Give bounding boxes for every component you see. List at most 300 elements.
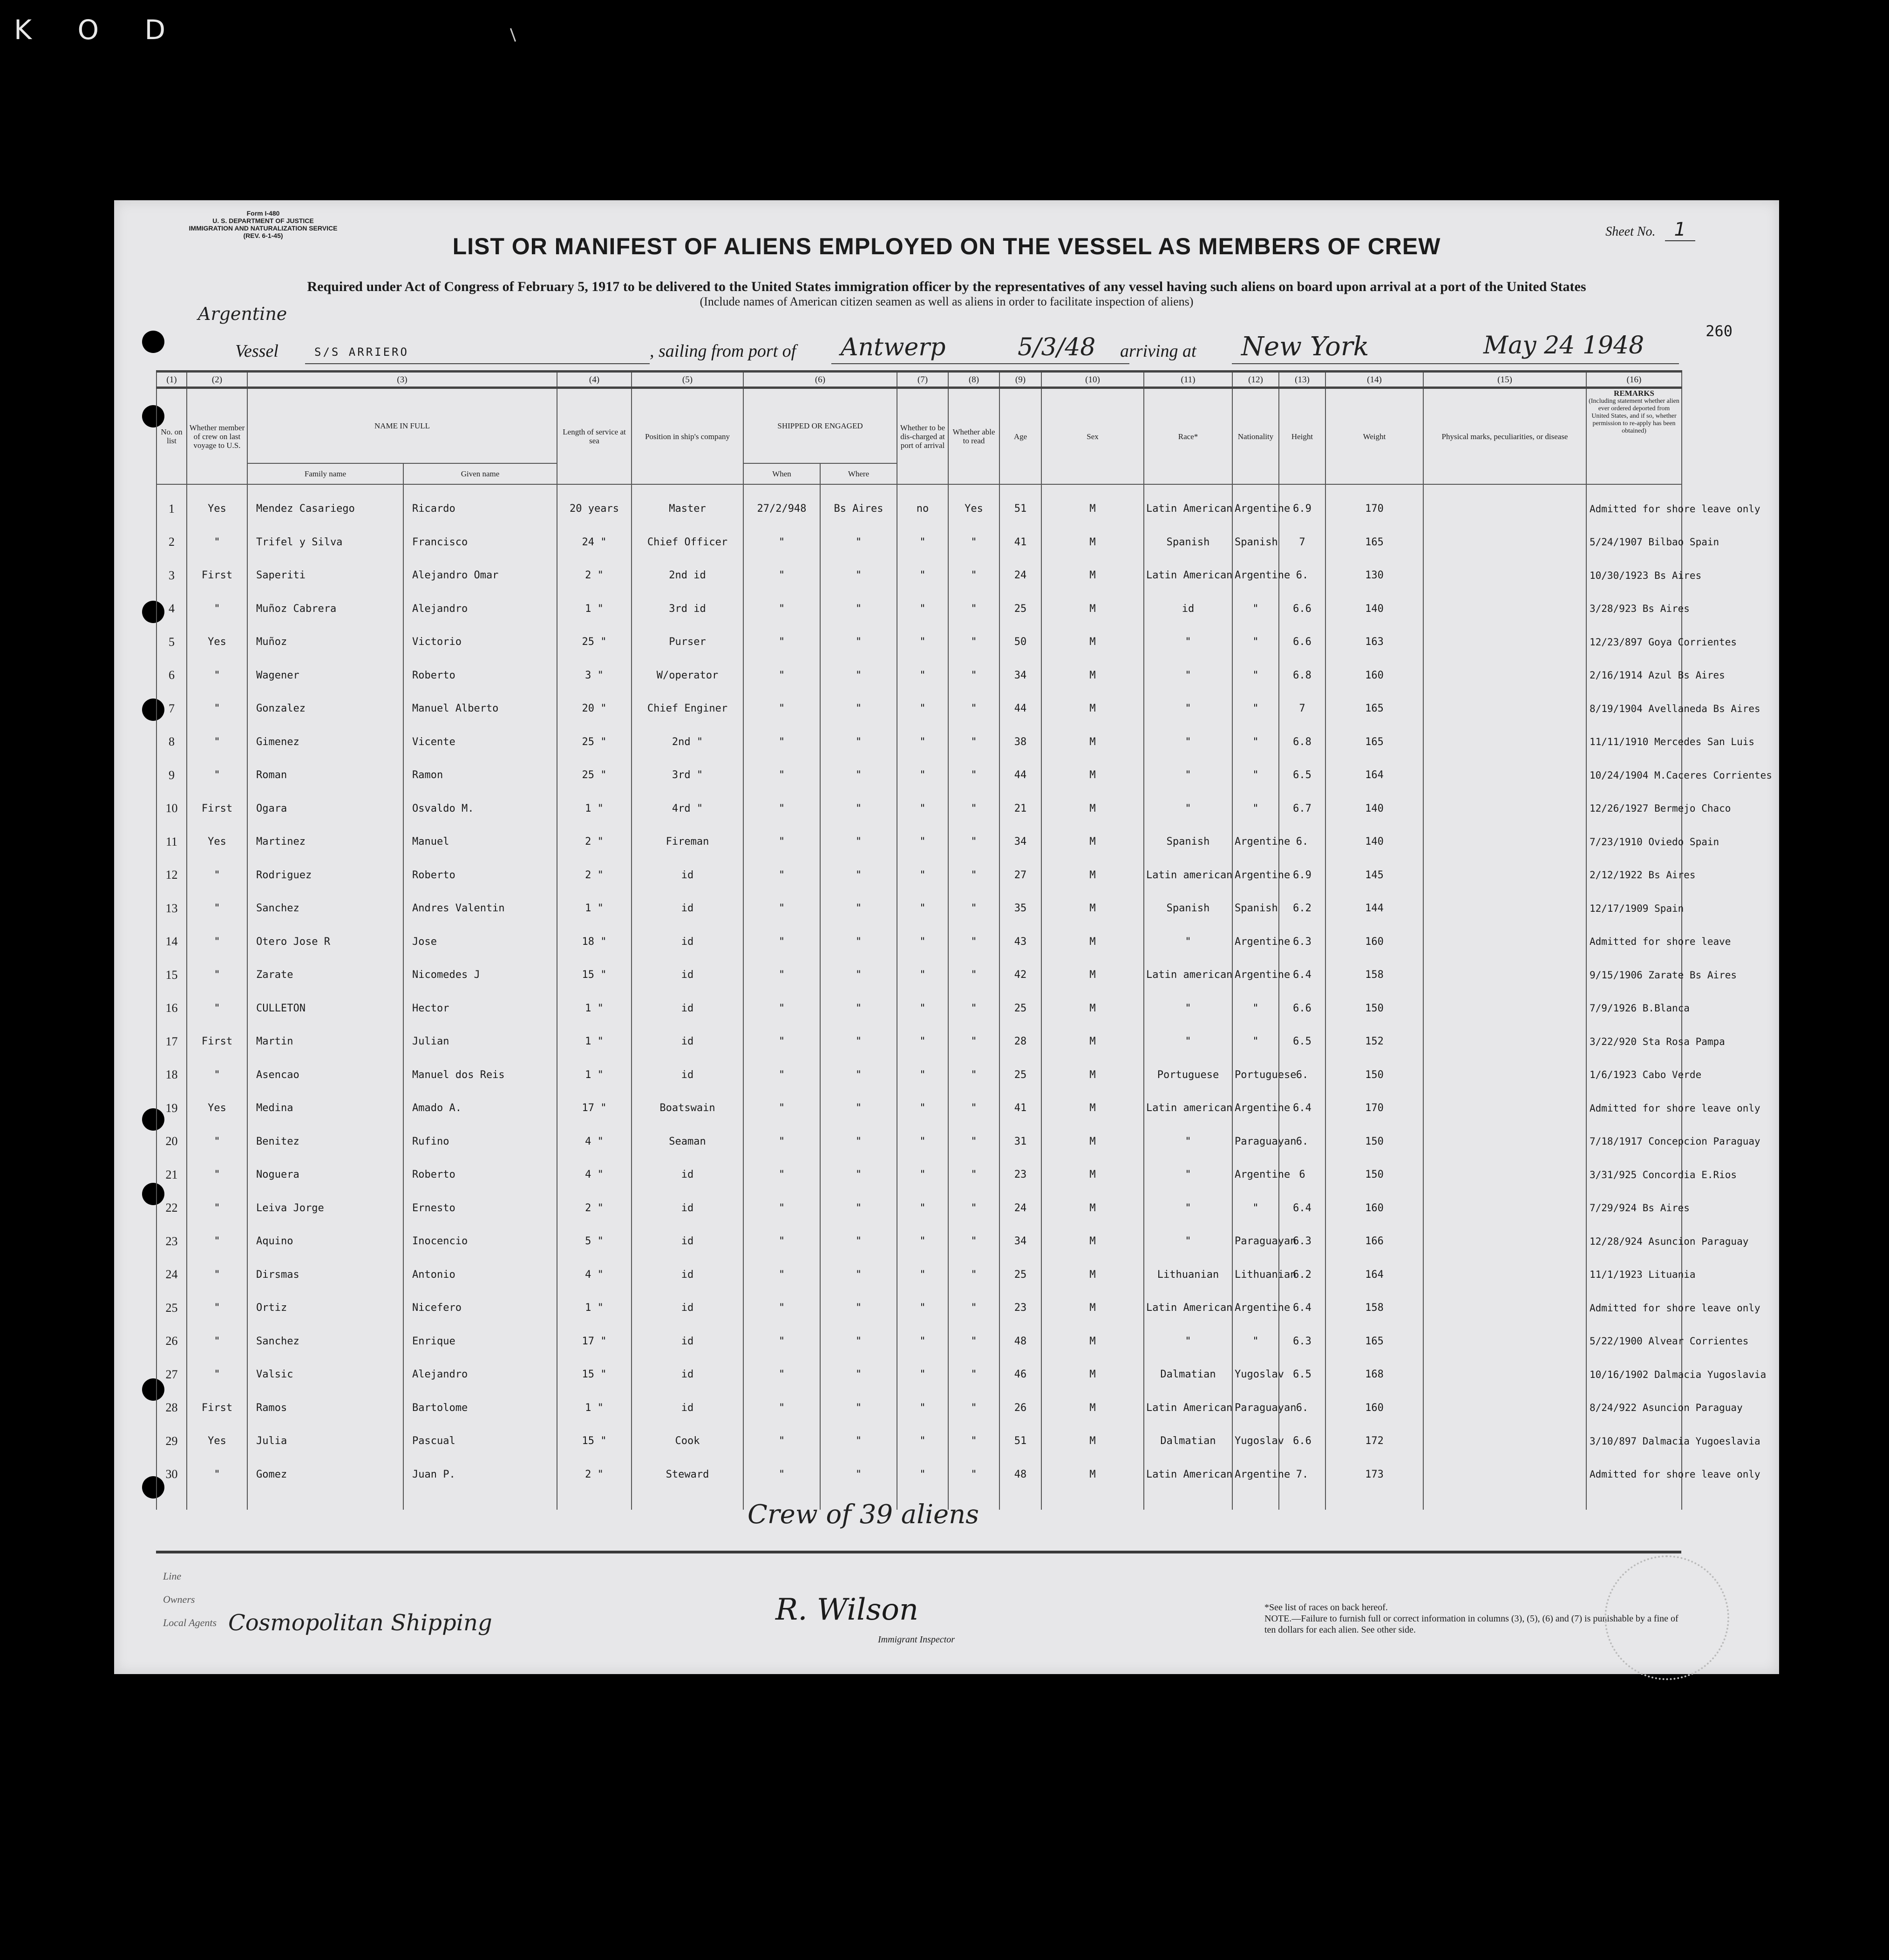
requirement-text: Required under Act of Congress of February 5, 1917 to be delivered to the United States immigration officer by the representatives of any vessel having such aliens on board upon arrival at a port of the United States: [307, 279, 1586, 294]
sex: M: [1041, 859, 1144, 892]
blank-cell: [247, 1491, 403, 1510]
shipped-where: ": [820, 1125, 897, 1159]
discharged: ": [897, 1458, 948, 1492]
able-to-read: ": [948, 759, 999, 792]
height: 6.2: [1279, 892, 1325, 925]
row-number: 8: [156, 726, 187, 759]
sex: M: [1041, 792, 1144, 826]
crew-row: [156, 559, 1682, 592]
crew-row: [156, 659, 1682, 692]
family-name: Ramos: [247, 1391, 403, 1425]
physical-marks: [1423, 1025, 1586, 1058]
position: 3rd ": [632, 759, 743, 792]
length-of-service: 1 ": [557, 1025, 632, 1058]
able-to-read: ": [948, 1291, 999, 1325]
arriving-label: arriving at: [1120, 341, 1196, 361]
given-name: Nicomedes J: [403, 958, 557, 992]
discharged: ": [897, 759, 948, 792]
discharged: ": [897, 1291, 948, 1325]
penalty-note: NOTE.—Failure to furnish full or correct information in columns (3), (5), (6) and (7) is punishable by a fine of ten dollars for each alien. See other side.: [1264, 1614, 1678, 1635]
position: Boatswain: [632, 1092, 743, 1125]
header-given-name: Given name: [403, 463, 557, 484]
shipped-where: Bs Aires: [820, 484, 897, 526]
col-number: (10): [1041, 372, 1144, 388]
able-to-read: ": [948, 659, 999, 692]
col-number: (2): [187, 372, 247, 388]
line-label: Line: [163, 1570, 182, 1582]
family-name: Asencao: [247, 1058, 403, 1092]
position: id: [632, 1258, 743, 1292]
col-number: (3): [247, 372, 557, 388]
col-number: (8): [948, 372, 999, 388]
length-of-service: 20 years: [557, 484, 632, 526]
position: Chief Officer: [632, 526, 743, 559]
length-of-service: 3 ": [557, 659, 632, 692]
header-race: Race*: [1144, 388, 1232, 485]
shipped-when: ": [743, 1092, 820, 1125]
service-name: IMMIGRATION AND NATURALIZATION SERVICE: [189, 224, 338, 232]
footer-labels: [163, 1565, 492, 1636]
length-of-service: 17 ": [557, 1325, 632, 1358]
weight: 165: [1325, 726, 1423, 759]
position: id: [632, 1225, 743, 1258]
position: id: [632, 1025, 743, 1058]
race: Dalmatian: [1144, 1358, 1232, 1391]
able-to-read: ": [948, 859, 999, 892]
weight: 145: [1325, 859, 1423, 892]
remarks: 7/23/1910 Oviedo Spain: [1586, 825, 1682, 859]
height: 6.8: [1279, 726, 1325, 759]
age: 51: [999, 484, 1041, 526]
position: id: [632, 1192, 743, 1225]
signature-caption: Immigrant Inspector: [878, 1634, 955, 1645]
race: ": [1144, 659, 1232, 692]
able-to-read: ": [948, 726, 999, 759]
age: 24: [999, 1192, 1041, 1225]
remarks: 11/11/1910 Mercedes San Luis: [1586, 726, 1682, 759]
sex: M: [1041, 759, 1144, 792]
given-name: Osvaldo M.: [403, 792, 557, 826]
height: 6.5: [1279, 1358, 1325, 1391]
crew-row: [156, 958, 1682, 992]
able-to-read: Yes: [948, 484, 999, 526]
races-note: *See list of races on back hereof.: [1264, 1602, 1388, 1613]
physical-marks: [1423, 792, 1586, 826]
remarks: 3/10/897 Dalmacia Yugoeslavia: [1586, 1424, 1682, 1458]
family-name: Martin: [247, 1025, 403, 1058]
weight: 158: [1325, 1291, 1423, 1325]
discharged: no: [897, 484, 948, 526]
height: 6.: [1279, 825, 1325, 859]
race: ": [1144, 925, 1232, 959]
race: Latin American: [1144, 1291, 1232, 1325]
shipped-where: ": [820, 925, 897, 959]
physical-marks: [1423, 859, 1586, 892]
height: 6.9: [1279, 484, 1325, 526]
remarks: 9/15/1906 Zarate Bs Aires: [1586, 958, 1682, 992]
given-name: Enrique: [403, 1325, 557, 1358]
crew-row: [156, 592, 1682, 626]
age: 34: [999, 1225, 1041, 1258]
age: 26: [999, 1391, 1041, 1425]
length-of-service: 25 ": [557, 625, 632, 659]
row-number: 6: [156, 659, 187, 692]
discharged: ": [897, 1358, 948, 1391]
row-number: 22: [156, 1192, 187, 1225]
requirement-subtext: (Include names of American citizen seamen as well as aliens in order to facilitate inspection of aliens): [700, 295, 1194, 308]
race: Portuguese: [1144, 1058, 1232, 1092]
position: 2nd id: [632, 559, 743, 592]
row-number: 2: [156, 526, 187, 559]
weight: 164: [1325, 759, 1423, 792]
able-to-read: ": [948, 825, 999, 859]
position: id: [632, 925, 743, 959]
last-voyage: ": [187, 759, 247, 792]
header-remarks: [1586, 388, 1682, 485]
shipped-where: ": [820, 692, 897, 726]
sex: M: [1041, 1125, 1144, 1159]
height: 6.6: [1279, 625, 1325, 659]
remarks: Admitted for shore leave only: [1586, 1092, 1682, 1125]
length-of-service: 20 ": [557, 692, 632, 726]
remarks-title: REMARKS: [1614, 389, 1654, 398]
row-number: 26: [156, 1325, 187, 1358]
last-voyage: ": [187, 1258, 247, 1292]
nationality: Paraguayan: [1232, 1225, 1279, 1258]
weight: 144: [1325, 892, 1423, 925]
given-name: Francisco: [403, 526, 557, 559]
row-number: 19: [156, 1092, 187, 1125]
blank-cell: [403, 1491, 557, 1510]
crew-row: [156, 1258, 1682, 1292]
local-agents-value: Cosmopolitan Shipping: [228, 1610, 492, 1636]
able-to-read: ": [948, 1092, 999, 1125]
family-name: Dirsmas: [247, 1258, 403, 1292]
col-number: (16): [1586, 372, 1682, 388]
sex: M: [1041, 825, 1144, 859]
physical-marks: [1423, 1325, 1586, 1358]
remarks: Admitted for shore leave only: [1586, 484, 1682, 526]
race: Latin american: [1144, 1092, 1232, 1125]
race: Spanish: [1144, 526, 1232, 559]
nationality: ": [1232, 1025, 1279, 1058]
height: 7: [1279, 692, 1325, 726]
shipped-when: ": [743, 592, 820, 626]
remarks: 12/28/924 Asuncion Paraguay: [1586, 1225, 1682, 1258]
age: 25: [999, 1058, 1041, 1092]
age: 38: [999, 726, 1041, 759]
last-voyage: Yes: [187, 625, 247, 659]
position: id: [632, 958, 743, 992]
shipped-when: ": [743, 526, 820, 559]
header-able-to-read: Whether able to read: [948, 388, 999, 485]
family-name: Ortiz: [247, 1291, 403, 1325]
blank-cell: [632, 1491, 743, 1510]
sheet-number-value: 1: [1665, 219, 1695, 241]
discharged: ": [897, 825, 948, 859]
length-of-service: 4 ": [557, 1125, 632, 1159]
height: 6.: [1279, 1391, 1325, 1425]
age: 42: [999, 958, 1041, 992]
length-of-service: 5 ": [557, 1225, 632, 1258]
physical-marks: [1423, 992, 1586, 1025]
shipped-where: ": [820, 1192, 897, 1225]
shipped-where: ": [820, 992, 897, 1025]
age: 35: [999, 892, 1041, 925]
remarks: 12/23/897 Goya Corrientes: [1586, 625, 1682, 659]
shipped-when: ": [743, 1192, 820, 1225]
shipped-where: ": [820, 1225, 897, 1258]
remarks: 3/28/923 Bs Aires: [1586, 592, 1682, 626]
age: 44: [999, 692, 1041, 726]
physical-marks: [1423, 1458, 1586, 1492]
remarks: 12/26/1927 Bermejo Chaco: [1586, 792, 1682, 826]
length-of-service: 1 ": [557, 792, 632, 826]
col-number: (11): [1144, 372, 1232, 388]
header-last-voyage: Whether member of crew on last voyage to U.S.: [187, 388, 247, 485]
position: Purser: [632, 625, 743, 659]
remarks: 7/9/1926 B.Blanca: [1586, 992, 1682, 1025]
last-voyage: First: [187, 559, 247, 592]
length-of-service: 2 ": [557, 1458, 632, 1492]
shipped-when: ": [743, 859, 820, 892]
able-to-read: ": [948, 692, 999, 726]
height: 6: [1279, 1158, 1325, 1192]
last-voyage: ": [187, 1325, 247, 1358]
row-number: 27: [156, 1358, 187, 1391]
nationality: ": [1232, 625, 1279, 659]
header-length-of-service: Length of service at sea: [557, 388, 632, 485]
nationality: Argentine: [1232, 559, 1279, 592]
last-voyage: ": [187, 1192, 247, 1225]
weight: 158: [1325, 958, 1423, 992]
given-name: Ramon: [403, 759, 557, 792]
crew-row: [156, 726, 1682, 759]
remarks: 1/6/1923 Cabo Verde: [1586, 1058, 1682, 1092]
blank-cell: [557, 1491, 632, 1510]
remarks-subtitle: (Including statement whether alien ever ordered deported from United States, and if so, whether permission to re-apply has been obtained): [1589, 398, 1679, 434]
able-to-read: ": [948, 1158, 999, 1192]
discharged: ": [897, 692, 948, 726]
shipped-where: ": [820, 625, 897, 659]
length-of-service: 1 ": [557, 1291, 632, 1325]
row-number: 20: [156, 1125, 187, 1159]
discharged: ": [897, 1424, 948, 1458]
remarks: 12/17/1909 Spain: [1586, 892, 1682, 925]
nationality: Argentine: [1232, 484, 1279, 526]
crew-row: [156, 759, 1682, 792]
able-to-read: ": [948, 1325, 999, 1358]
physical-marks: [1423, 659, 1586, 692]
nationality: ": [1232, 726, 1279, 759]
crew-manifest-table: [156, 370, 1772, 1510]
height: 6.6: [1279, 992, 1325, 1025]
height: 6.6: [1279, 1424, 1325, 1458]
sex: M: [1041, 726, 1144, 759]
row-number: 3: [156, 559, 187, 592]
last-voyage: ": [187, 1291, 247, 1325]
shipped-when: ": [743, 1424, 820, 1458]
family-name: Saperiti: [247, 559, 403, 592]
shipped-where: ": [820, 592, 897, 626]
sex: M: [1041, 659, 1144, 692]
height: 6.4: [1279, 1192, 1325, 1225]
weight: 168: [1325, 1358, 1423, 1391]
position: Fireman: [632, 825, 743, 859]
remarks: 7/29/924 Bs Aires: [1586, 1192, 1682, 1225]
weight: 130: [1325, 559, 1423, 592]
discharged: ": [897, 659, 948, 692]
sailing-port: Antwerp: [841, 333, 946, 361]
able-to-read: ": [948, 1025, 999, 1058]
able-to-read: ": [948, 1424, 999, 1458]
length-of-service: 1 ": [557, 1058, 632, 1092]
race: Latin American: [1144, 559, 1232, 592]
blank-cell: [1041, 1491, 1144, 1510]
height: 6.: [1279, 1058, 1325, 1092]
nationality: Argentine: [1232, 925, 1279, 959]
nationality: ": [1232, 592, 1279, 626]
weight: 150: [1325, 1158, 1423, 1192]
row-number: 23: [156, 1225, 187, 1258]
length-of-service: 2 ": [557, 559, 632, 592]
weight: 165: [1325, 1325, 1423, 1358]
physical-marks: [1423, 1391, 1586, 1425]
department-name: U. S. DEPARTMENT OF JUSTICE: [212, 217, 314, 224]
physical-marks: [1423, 1225, 1586, 1258]
family-name: Mendez Casariego: [247, 484, 403, 526]
age: 51: [999, 1424, 1041, 1458]
remarks: Admitted for shore leave: [1586, 925, 1682, 959]
blank-cell: [1423, 1491, 1586, 1510]
row-number: 13: [156, 892, 187, 925]
shipped-where: ": [820, 892, 897, 925]
family-name: Medina: [247, 1092, 403, 1125]
shipped-when: ": [743, 1391, 820, 1425]
age: 31: [999, 1125, 1041, 1159]
sex: M: [1041, 692, 1144, 726]
weight: 150: [1325, 1125, 1423, 1159]
family-name: Martinez: [247, 825, 403, 859]
remarks: 2/16/1914 Azul Bs Aires: [1586, 659, 1682, 692]
given-name: Victorio: [403, 625, 557, 659]
height: 6.4: [1279, 958, 1325, 992]
race: ": [1144, 692, 1232, 726]
discharged: ": [897, 859, 948, 892]
remarks: 3/31/925 Concordia E.Rios: [1586, 1158, 1682, 1192]
position: Seaman: [632, 1125, 743, 1159]
nationality: ": [1232, 692, 1279, 726]
row-number: 30: [156, 1458, 187, 1492]
able-to-read: ": [948, 1391, 999, 1425]
height: 6.6: [1279, 592, 1325, 626]
physical-marks: [1423, 1192, 1586, 1225]
crew-count-note: Crew of 39 aliens: [747, 1499, 979, 1530]
length-of-service: 25 ": [557, 726, 632, 759]
position: id: [632, 859, 743, 892]
given-name: Vicente: [403, 726, 557, 759]
weight: 170: [1325, 1092, 1423, 1125]
last-voyage: ": [187, 592, 247, 626]
physical-marks: [1423, 726, 1586, 759]
family-name: Rodriguez: [247, 859, 403, 892]
race: ": [1144, 759, 1232, 792]
shipped-when: ": [743, 726, 820, 759]
col-number: (14): [1325, 372, 1423, 388]
shipped-when: ": [743, 1225, 820, 1258]
weight: 160: [1325, 1192, 1423, 1225]
race: Dalmatian: [1144, 1424, 1232, 1458]
vessel-name: S/S ARRIERO: [314, 346, 409, 359]
able-to-read: ": [948, 559, 999, 592]
column-header-row: [156, 388, 1682, 464]
physical-marks: [1423, 484, 1586, 526]
family-name: Gomez: [247, 1458, 403, 1492]
remarks: 10/16/1902 Dalmacia Yugoslavia: [1586, 1358, 1682, 1391]
given-name: Juan P.: [403, 1458, 557, 1492]
crew-row: [156, 526, 1682, 559]
race: ": [1144, 625, 1232, 659]
given-name: Alejandro: [403, 1358, 557, 1391]
manifest-sheet: [114, 200, 1779, 1674]
shipped-when: 27/2/948: [743, 484, 820, 526]
given-name: Manuel dos Reis: [403, 1058, 557, 1092]
position: id: [632, 892, 743, 925]
row-number: 15: [156, 958, 187, 992]
sex: M: [1041, 1391, 1144, 1425]
height: 6.5: [1279, 1025, 1325, 1058]
crew-row: [156, 1391, 1682, 1425]
sex: M: [1041, 1058, 1144, 1092]
height: 6.3: [1279, 1325, 1325, 1358]
nationality: ": [1232, 1192, 1279, 1225]
shipped-where: ": [820, 792, 897, 826]
shipped-when: ": [743, 1258, 820, 1292]
length-of-service: 4 ": [557, 1258, 632, 1292]
col-number: (4): [557, 372, 632, 388]
height: 6.7: [1279, 792, 1325, 826]
age: 23: [999, 1158, 1041, 1192]
crew-row: [156, 992, 1682, 1025]
age: 25: [999, 992, 1041, 1025]
row-number: 12: [156, 859, 187, 892]
position: Cook: [632, 1424, 743, 1458]
sailing-date: 5/3/48: [1018, 333, 1096, 361]
remarks: 8/24/922 Asuncion Paraguay: [1586, 1391, 1682, 1425]
col-number: (6): [743, 372, 897, 388]
weight: 165: [1325, 526, 1423, 559]
header-discharged: Whether to be dis-charged at port of arrival: [897, 388, 948, 485]
race: Spanish: [1144, 892, 1232, 925]
last-voyage: First: [187, 1025, 247, 1058]
able-to-read: ": [948, 1358, 999, 1391]
last-voyage: Yes: [187, 1092, 247, 1125]
row-number: 18: [156, 1058, 187, 1092]
weight: 163: [1325, 625, 1423, 659]
weight: 160: [1325, 925, 1423, 959]
physical-marks: [1423, 759, 1586, 792]
physical-marks: [1423, 958, 1586, 992]
shipped-when: ": [743, 625, 820, 659]
height: 6.: [1279, 559, 1325, 592]
row-number: 9: [156, 759, 187, 792]
family-name: Trifel y Silva: [247, 526, 403, 559]
length-of-service: 1 ": [557, 592, 632, 626]
crew-row: [156, 925, 1682, 959]
row-number: 5: [156, 625, 187, 659]
discharged: ": [897, 1258, 948, 1292]
race: ": [1144, 792, 1232, 826]
